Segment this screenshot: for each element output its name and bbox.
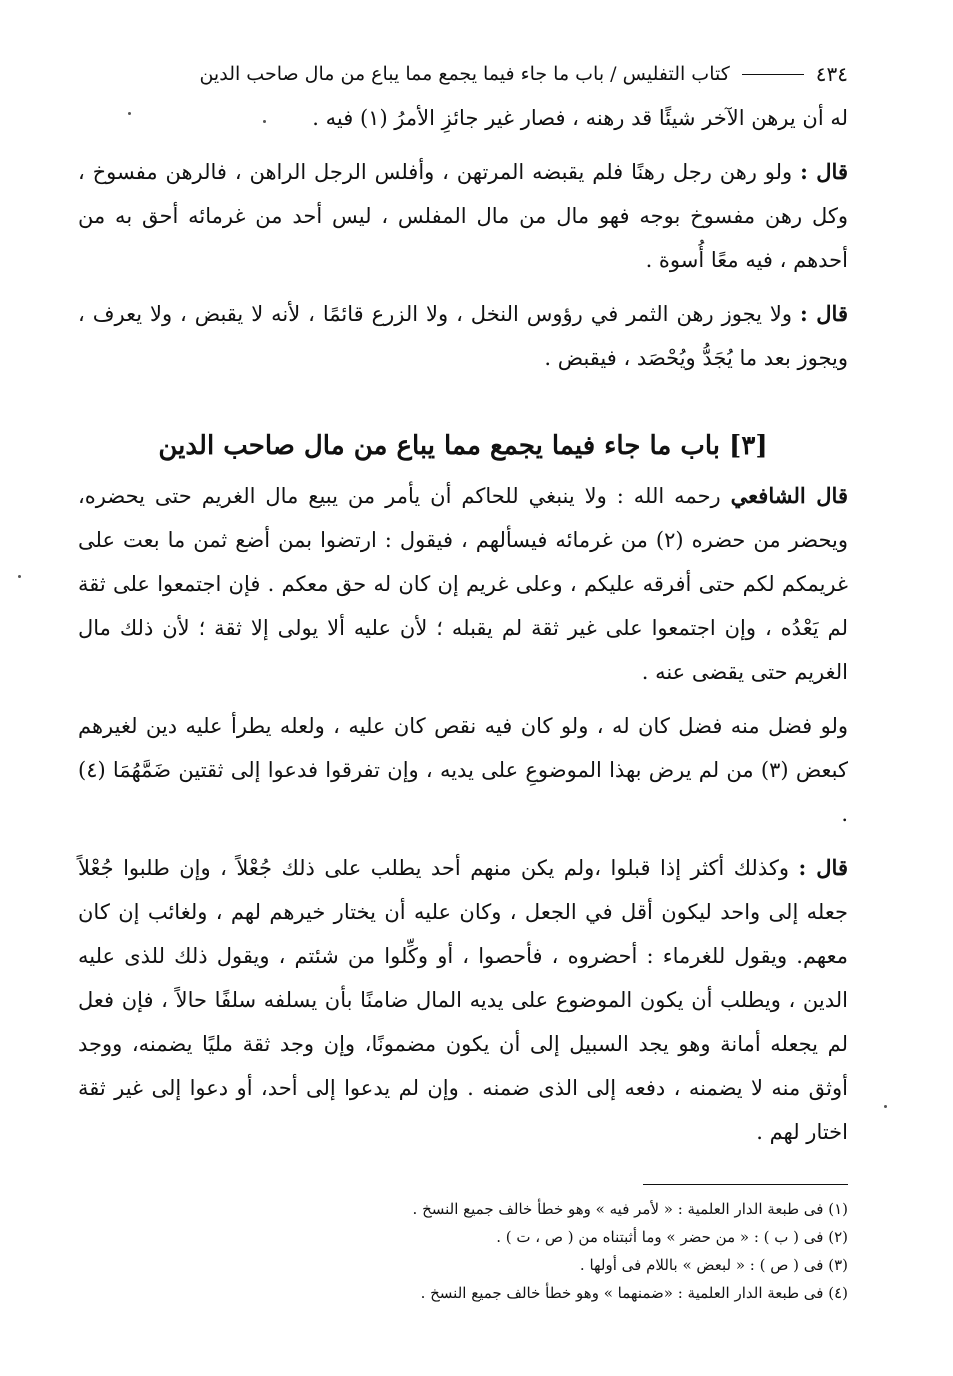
paragraph xyxy=(78,474,848,694)
scan-speck xyxy=(884,1105,887,1108)
running-header xyxy=(78,52,848,96)
scan-speck xyxy=(18,575,21,578)
header-rule xyxy=(742,74,804,75)
footnote-rule xyxy=(643,1184,848,1185)
paragraph-text: رحمه الله : ولا ينبغي للحاكم أن يأمر من يبيع مال الغريم حتى يحضره، ويحضر من حضره (٢) من غرمائه فيسألهم ، فيقول : ارتضوا بمن أضع ثمن ما بعت على غريمكم لكم حتى أفرقه عليكم ، وعلى غريم إن كان له حق معكم . فإن اجتمعوا على ثقة لم يَعْدُه ، وإن اجتمعوا على غير ثقة لم يقبله ؛ لأن عليه ألا يولى إلا ثقة ؛ لأن ذلك مال الغريم حتى يقضى عنه . xyxy=(78,484,849,684)
paragraph-text: ولو رهن رجل رهنًا فلم يقبضه المرتهن ، وأفلس الرجل الراهن ، فالرهن مفسوخ ، وكل رهن مفسوخ بوجه فهو مال من مال المفلس ، ليس أحد من غرمائه أحق به من أحدهم ، فيه معًا أُسوة . xyxy=(78,160,848,272)
paragraph-lead: قال الشافعي xyxy=(730,483,848,508)
paragraph-lead: قال : xyxy=(800,159,848,184)
footnote: (٤) فى طبعة الدار العلمية : «ضمنهما » وهو خطأ خالف جميع النسخ . xyxy=(420,1284,848,1302)
chapter-title: [٣] باب ما جاء فيما يجمع مما يباع من مال صاحب الدين xyxy=(158,431,768,461)
scan-speck xyxy=(128,112,131,115)
paragraph xyxy=(78,704,848,836)
paragraph-lead: قال : xyxy=(798,855,848,880)
paragraph-text: ولا يجوز رهن الثمر في رؤوس النخل ، ولا الزرع قائمًا ، لأنه لا يقبض ، ولا يعرف ، ويجوز بعد ما يُجَدُّ ويُحْصَد ، فيقبض . xyxy=(78,302,848,370)
paragraph xyxy=(78,846,848,1154)
paragraph-text: وكذلك أكثر إذا قبلوا ،ولم يكن منهم أحد يطلب على ذلك جُعْلاً ، وإن طلبوا جُعْلاً جعله إلى واحد ليكون أقل في الجعل ، وكان عليه أن يختار خيرهم لهم ، ولغائب إن كان معهم. ويقول للغرماء : أحضروه ، فأحصوا ، أو وكِّلوا من شئتم ، ويقول ذلك للذى عليه الدين ، ويطلب أن يكون الموضوع على يديه المال ضامنًا بأن يسلفه سلفًا حالاً ، فإن فعل لم يجعله أمانة وهو يجد السبيل إلى أن يكون مضمونًا، وإن وجد ثقة مليًا يضمنه، ووجد أوثق منه لا يضمنه ، دفعه إلى الذى ضمنه . وإن لم يدعوا إلى أحد، أو دعوا إلى غير ثقة اختار لهم . xyxy=(78,856,848,1144)
paragraph-text: له أن يرهن الآخر شيئًا قد رهنه ، فصار غير جائزِ الأمرُ (١) فيه . xyxy=(312,106,848,130)
paragraph xyxy=(78,96,848,140)
paragraph xyxy=(78,150,848,282)
paragraph-text: ولو فضل منه فضل كان له ، ولو كان فيه نقص كان عليه ، ولعله يطرأ عليه دين لغيرهم كبعض (٣) من لم يرض بهذا الموضوعِ على يديه ، وإن تفرقوا فدعوا إلى ثقتين ضَمَّهُمَا (٤) . xyxy=(78,714,849,826)
scan-speck xyxy=(263,120,266,123)
footnote: (٣) فى ( ص ) : « لبعض » باللام فى أولها . xyxy=(579,1256,848,1274)
footnote: (٢) فى ( ب ) : « من حضر » وما أثبتناه من ( ص ، ت ) . xyxy=(496,1228,848,1246)
running-title: كتاب التفليس / باب ما جاء فيما يجمع مما يباع من مال صاحب الدين xyxy=(199,63,730,85)
footnote: (١) فى طبعة الدار العلمية : « لأمر فيه » وهو خطأ خالف جميع النسخ . xyxy=(412,1200,848,1218)
page-number: ٤٣٤ xyxy=(815,62,848,86)
paragraph-lead: قال : xyxy=(799,301,848,326)
paragraph xyxy=(78,292,848,380)
book-page xyxy=(78,52,848,1307)
